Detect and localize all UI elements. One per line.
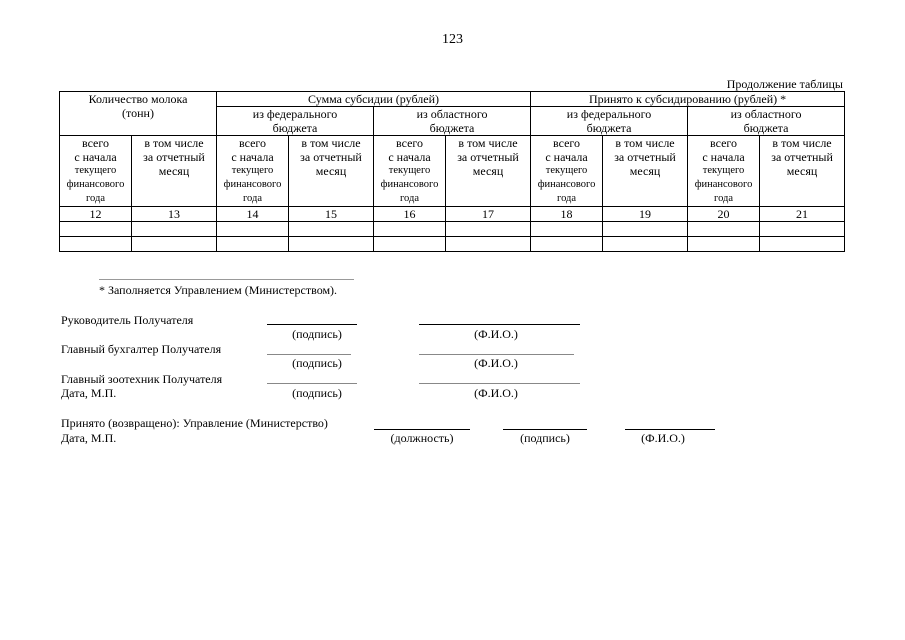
column-number: 15 xyxy=(289,207,374,222)
column-number: 18 xyxy=(531,207,603,222)
signature-caption: (подпись) xyxy=(520,431,570,445)
accepted-federal-header: из федерального бюджета xyxy=(531,107,688,136)
column-number: 14 xyxy=(217,207,289,222)
table-cell[interactable] xyxy=(603,237,688,252)
head-signature-line[interactable] xyxy=(267,324,357,325)
table-row xyxy=(60,222,845,237)
position-caption: (должность) xyxy=(390,431,454,445)
signature-caption: (подпись) xyxy=(292,386,342,400)
page-number: 123 xyxy=(442,32,463,47)
table-cell[interactable] xyxy=(446,237,531,252)
zootechnician-signature-line[interactable] xyxy=(267,383,357,384)
table-cell[interactable] xyxy=(289,237,374,252)
name-caption: (Ф.И.О.) xyxy=(641,431,685,445)
total-header: всего с начала текущего финансового года xyxy=(688,136,760,207)
table-cell[interactable] xyxy=(688,237,760,252)
table-cell[interactable] xyxy=(531,237,603,252)
column-number-row xyxy=(60,207,845,222)
table-cell[interactable] xyxy=(374,222,446,237)
header-row-1 xyxy=(60,92,845,107)
table-cell[interactable] xyxy=(760,237,845,252)
column-number: 19 xyxy=(603,207,688,222)
table-cell[interactable] xyxy=(531,222,603,237)
table-cell[interactable] xyxy=(132,222,217,237)
header-row-3 xyxy=(60,136,845,207)
signature-caption: (подпись) xyxy=(292,327,342,341)
date-stamp-label: Дата, М.П. xyxy=(61,431,117,445)
signature-caption: (подпись) xyxy=(292,356,342,370)
table-cell[interactable] xyxy=(60,222,132,237)
table-cell[interactable] xyxy=(374,237,446,252)
accepted-label: Принято (возвращено): Управление (Министерство) xyxy=(61,416,328,430)
subsidy-regional-header: из областного бюджета xyxy=(374,107,531,136)
footnote-separator xyxy=(99,279,354,280)
name-caption: (Ф.И.О.) xyxy=(474,356,518,370)
column-number: 12 xyxy=(60,207,132,222)
total-header: всего с начала текущего финансового года xyxy=(531,136,603,207)
column-number: 20 xyxy=(688,207,760,222)
date-stamp-label: Дата, М.П. xyxy=(61,386,117,400)
table-continuation-label: Продолжение таблицы xyxy=(726,77,843,91)
table-cell[interactable] xyxy=(688,222,760,237)
period-header: в том числе за отчетный месяц xyxy=(132,136,217,207)
column-number: 21 xyxy=(760,207,845,222)
head-name-line[interactable] xyxy=(419,324,580,325)
total-header: всего с начала текущего финансового года xyxy=(374,136,446,207)
accountant-signature-line[interactable] xyxy=(267,354,351,355)
total-header: всего с начала текущего финансового года xyxy=(60,136,132,207)
head-label: Руководитель Получателя xyxy=(61,313,194,327)
milk-quantity-header: Количество молока (тонн) xyxy=(60,92,217,136)
column-number: 16 xyxy=(374,207,446,222)
period-header: в том числе за отчетный месяц xyxy=(446,136,531,207)
name-caption: (Ф.И.О.) xyxy=(474,386,518,400)
zootechnician-label: Главный зоотехник Получателя xyxy=(61,372,223,386)
accountant-name-line[interactable] xyxy=(419,354,574,355)
table-cell[interactable] xyxy=(60,237,132,252)
total-header: всего с начала текущего финансового года xyxy=(217,136,289,207)
table-cell[interactable] xyxy=(132,237,217,252)
period-header: в том числе за отчетный месяц xyxy=(603,136,688,207)
column-number: 17 xyxy=(446,207,531,222)
table-cell[interactable] xyxy=(760,222,845,237)
accountant-label: Главный бухгалтер Получателя xyxy=(61,342,222,356)
table-cell[interactable] xyxy=(217,237,289,252)
table-cell[interactable] xyxy=(446,222,531,237)
position-line[interactable] xyxy=(374,429,470,430)
accepted-regional-header: из областного бюджета xyxy=(688,107,845,136)
subsidy-federal-header: из федерального бюджета xyxy=(217,107,374,136)
accepted-name-line[interactable] xyxy=(625,429,715,430)
table-row xyxy=(60,237,845,252)
subsidy-amount-header: Сумма субсидии (рублей) xyxy=(217,92,531,107)
accepted-signature-line[interactable] xyxy=(503,429,587,430)
name-caption: (Ф.И.О.) xyxy=(474,327,518,341)
period-header: в том числе за отчетный месяц xyxy=(289,136,374,207)
period-header: в том числе за отчетный месяц xyxy=(760,136,845,207)
accepted-subsidy-header: Принято к субсидированию (рублей) * xyxy=(531,92,845,107)
subsidy-table xyxy=(59,91,845,252)
table-cell[interactable] xyxy=(289,222,374,237)
footnote: * Заполняется Управлением (Министерством). xyxy=(99,283,338,297)
column-number: 13 xyxy=(132,207,217,222)
zootechnician-name-line[interactable] xyxy=(419,383,580,384)
table-cell[interactable] xyxy=(603,222,688,237)
table-cell[interactable] xyxy=(217,222,289,237)
